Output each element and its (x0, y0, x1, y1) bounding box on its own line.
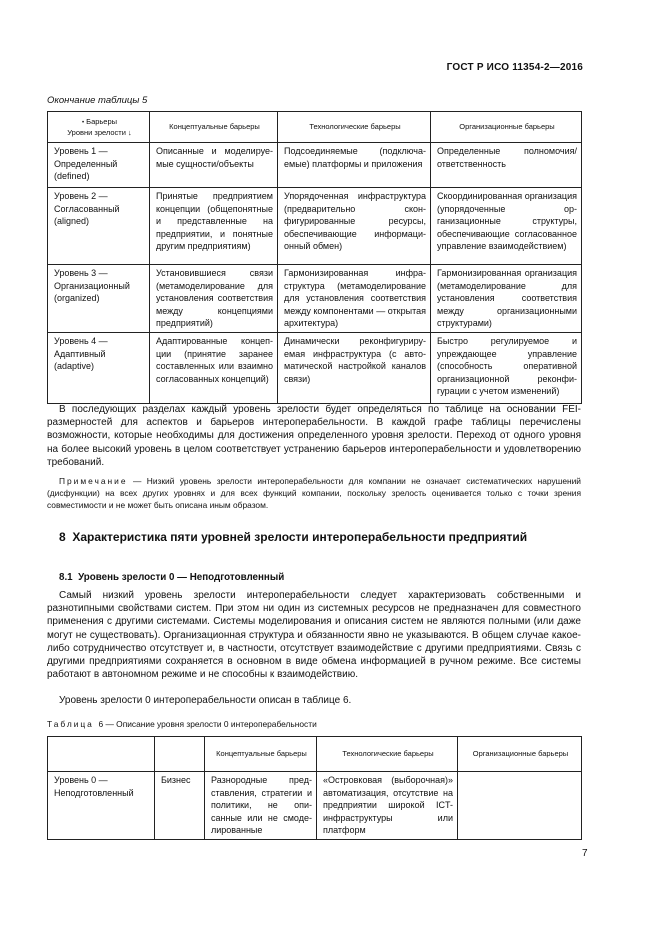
arrow-down-icon: ↓ (128, 127, 132, 137)
organizational-cell: Гармонизированная организация (метамоделирование для установления соответствия между организационными структурами) (431, 265, 582, 333)
table5-col-organizational: Организационные барьеры (431, 112, 582, 143)
table5-col-technological: Технологические барьеры (278, 112, 431, 143)
table5-header-row (48, 112, 582, 143)
section-8-1-heading (59, 572, 284, 583)
paragraph-levels-intro: В последующих разделах каждый уровень зрелости будет определяться по таблице на основании FEI-размерностей для аспектов и барьеров интероперабельности. В каждой графе таблицы перечислены возможности, которые необходимы для достижения определенного уровня зрелости. Переход от одного уровня на более высокий уровень в целом соответствует устранению барьеров интероперабельности и удовлетворению требований. (47, 404, 581, 468)
table5-caption: Окончание таблицы 5 (47, 95, 148, 106)
table6-corner-cell (48, 737, 155, 772)
level-cell: Уровень 2 — Согласованный (aligned) (48, 188, 150, 265)
bullet-icon: • (81, 119, 85, 126)
level-cell: Уровень 0 — Неподготовленный (48, 772, 155, 840)
table6-aspect-header (155, 737, 205, 772)
section-8-1-number: 8.1 (59, 572, 73, 583)
note-label: Примечание (59, 476, 128, 486)
section-8-heading (59, 529, 559, 545)
note-text: — Низкий уровень зрелости интероперабельности для компании не означает систематических нарушений (дисфункции) на всех других уровнях и для всех функций компании, поскольку зрелость оценивается только с точки зрения совместимости и не может быть описана иным образом. (47, 476, 581, 511)
section-8-number: 8 (59, 530, 66, 544)
page-number: 7 (582, 848, 588, 859)
table6-col-technological: Технологические барьеры (317, 737, 458, 772)
table5-col-conceptual: Концептуальные барьеры (150, 112, 278, 143)
table6-col-organizational: Организационные барьеры (458, 737, 582, 772)
conceptual-cell: Принятые предприятием концепции (общепонятные и представленные на предприятии, и понятные другим предприятиям) (150, 188, 278, 265)
table6 (47, 736, 582, 840)
conceptual-cell: Адаптированные концепции (принятие заранее составленных или взаимно согласованных концепций) (150, 332, 278, 403)
table-row (48, 265, 582, 333)
note-block (47, 475, 581, 512)
table5 (47, 111, 582, 404)
paragraph-table6-ref: Уровень зрелости 0 интероперабельности описан в таблице 6. (59, 695, 352, 706)
technological-cell: Подсоединяемые (подключаемые) платформы и приложения (278, 143, 431, 188)
conceptual-cell: Разнородные представления, стратегии и политики, не описанные или не смоделированные (205, 772, 317, 840)
technological-cell: Динамически реконфигурируемая инфраструктура (с автоматической настройкой каналов связи) (278, 332, 431, 403)
conceptual-cell: Описанные и моделируемые сущности/объекты (150, 143, 278, 188)
table5-corner-cell (48, 112, 150, 143)
table-row (48, 188, 582, 265)
organizational-cell: Скоординированная организация (упорядоченные организационные структуры, обеспечивающие согласованное управление взаимодействием) (431, 188, 582, 265)
organizational-cell (458, 772, 582, 840)
standard-code-header: ГОСТ Р ИСО 11354-2—2016 (446, 62, 583, 73)
table6-header-row (48, 737, 582, 772)
organizational-cell: Определенные полномочия/ответственность (431, 143, 582, 188)
table6-caption-label: Таблица (47, 719, 94, 729)
level-cell: Уровень 4 — Адаптивный (adaptive) (48, 332, 150, 403)
paragraph-level-0: Самый низкий уровень зрелости интероперабельности следует характеризовать собственными и разнотипными свойствами систем. При этом ни один из системных ресурсов не предназначен для совместного применения с другими системами. Системы моделирования и описания систем не являются полными (или даже могут не существовать). Организационная структура и обязанности явно не указываются. В общем случае какое-либо сотрудничество отсутствует и, в частности, отсутствует взаимодействие с другими предприятиями. Связь с другими предприятиями сохраняется в основном в виде обмена информацией в ручном режиме. Все системы работают в автономном режиме и не способны к взаимодействию. (47, 590, 581, 681)
table-row (48, 332, 582, 403)
table-row (48, 772, 582, 840)
table6-caption (47, 719, 317, 729)
table6-caption-text: 6 — Описание уровня зрелости 0 интероперабельности (98, 719, 317, 729)
aspect-cell: Бизнес (155, 772, 205, 840)
table6-col-conceptual: Концептуальные барьеры (205, 737, 317, 772)
section-8-1-title: Уровень зрелости 0 — Неподготовленный (78, 572, 285, 583)
technological-cell: «Островковая (выборочная)» автоматизация, отсутствие на предприятии широкой ICT-инфраструктуры или платформ (317, 772, 458, 840)
level-cell: Уровень 3 — Организационный (organized) (48, 265, 150, 333)
section-8-title: Характеристика пяти уровней зрелости интероперабельности предприятий (72, 530, 528, 544)
organizational-cell: Быстро регулируемое и упреждающее управление (способность оперативной организационной реконфигурации с учетом изменений) (431, 332, 582, 403)
conceptual-cell: Установившиеся связи (метамоделирование для установления соответствия между концепциями предприятий) (150, 265, 278, 333)
corner-barriers-label: Барьеры (86, 116, 118, 126)
corner-levels-label: Уровни зрелости (67, 127, 126, 137)
table-row (48, 143, 582, 188)
technological-cell: Гармонизированная инфраструктура (метамоделирование для установления соответствия между компонентами — открытая архитектура) (278, 265, 431, 333)
technological-cell: Упорядоченная инфраструктура (предварительно сконфигурированные ресурсы, обеспечивающие информационный обмен) (278, 188, 431, 265)
level-cell: Уровень 1 — Определенный (defined) (48, 143, 150, 188)
